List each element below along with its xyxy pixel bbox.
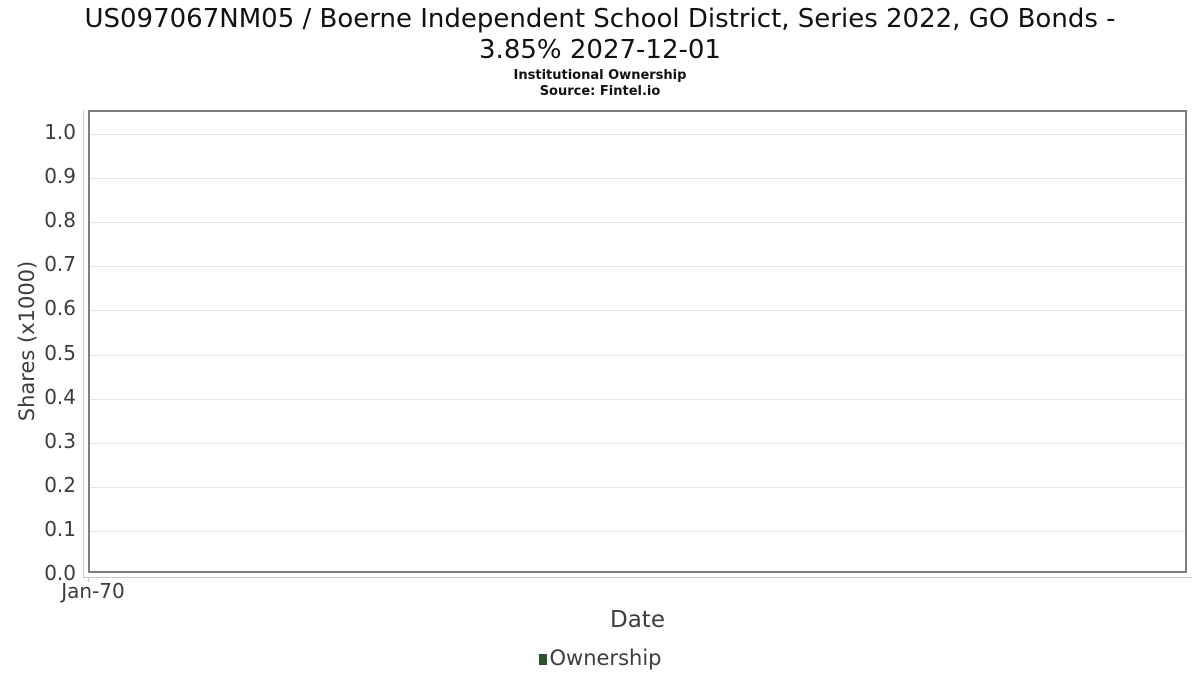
gridline (90, 399, 1185, 400)
y-tick-label: 0.3 (44, 428, 76, 453)
gridline (90, 222, 1185, 223)
y-tick-label: 0.2 (44, 472, 76, 497)
y-tick-label: 0.4 (44, 384, 76, 409)
gridline (90, 134, 1185, 135)
y-tick-label: 0.0 (44, 561, 76, 585)
chart-title-line-2: 3.85% 2027-12-01 (479, 35, 721, 65)
gridline (90, 531, 1185, 532)
legend-item-ownership[interactable] (0, 646, 1200, 670)
plot-area (88, 110, 1187, 573)
y-tick-label: 0.6 (44, 296, 76, 321)
x-axis-line (83, 577, 1192, 578)
gridline (90, 310, 1185, 311)
y-tick-label: 1.0 (44, 120, 76, 145)
chart-source-credit: Source: Fintel.io (539, 84, 661, 99)
gridline (90, 266, 1185, 267)
y-tick-label: 0.9 (44, 164, 76, 189)
y-axis-line (83, 110, 84, 577)
legend-marker-icon (539, 654, 547, 665)
gridline (90, 355, 1185, 356)
y-axis-title: Shares (x1000) (15, 260, 39, 422)
y-tick-label: 0.5 (44, 340, 76, 365)
legend-label: Ownership (549, 646, 662, 670)
gridline (90, 178, 1185, 179)
gridline (90, 443, 1185, 444)
chart-title (0, 4, 1200, 66)
x-axis-title: Date (610, 607, 665, 633)
y-tick-label: 0.1 (44, 516, 76, 541)
chart-subtitle: Institutional Ownership (513, 68, 687, 83)
gridline (90, 487, 1185, 488)
y-axis-tick-labels (0, 110, 77, 585)
y-tick-label: 0.7 (44, 252, 76, 277)
x-tick-label: Jan-70 (61, 579, 125, 603)
y-tick-label: 0.8 (44, 208, 76, 233)
chart-title-line-1: US097067NM05 / Boerne Independent School District, Series 2022, GO Bonds - (84, 4, 1116, 34)
